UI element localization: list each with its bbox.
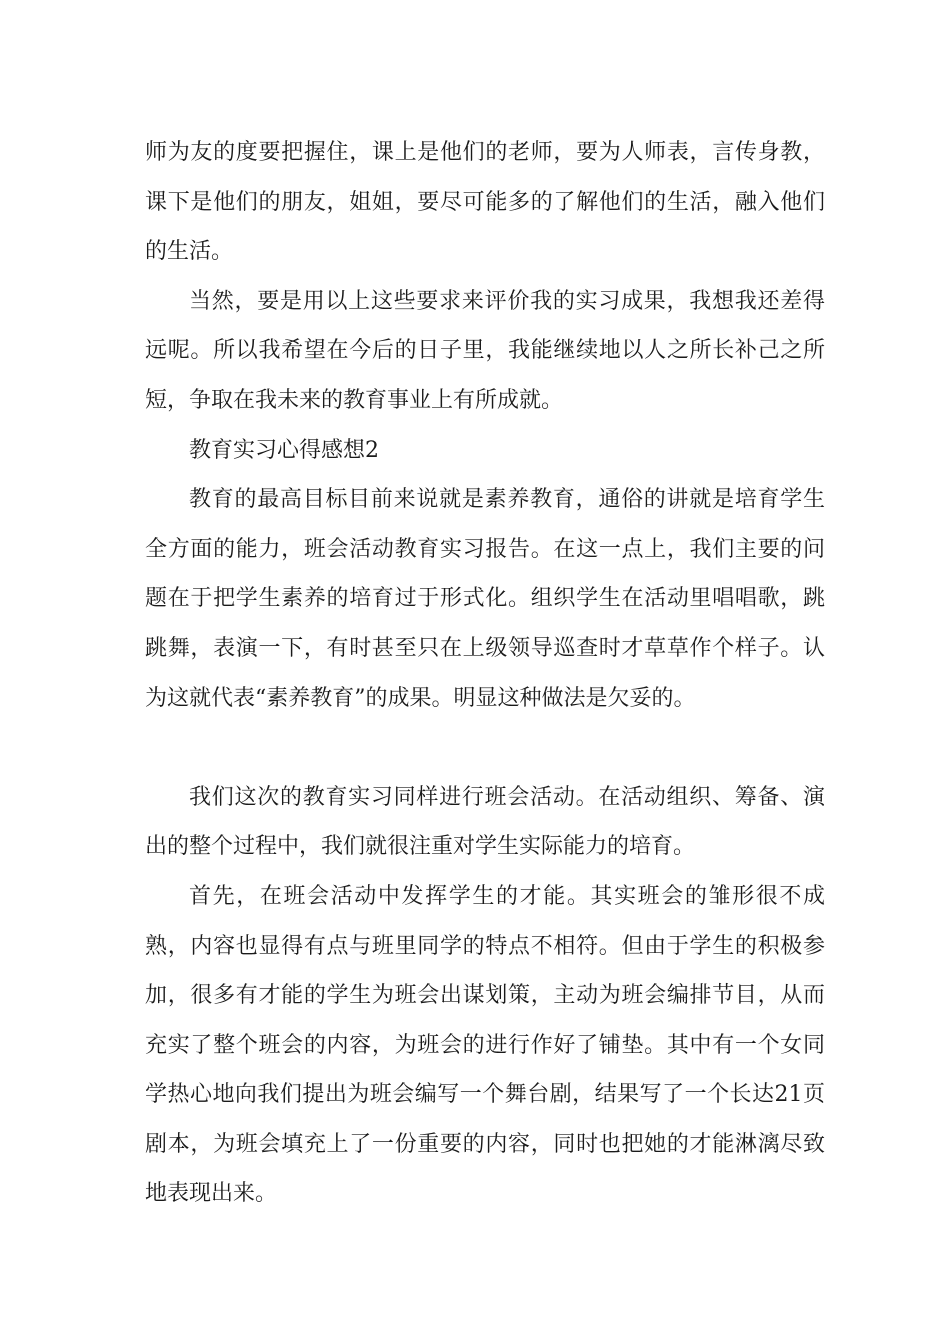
- section-heading: 教育实习心得感想2: [189, 437, 379, 463]
- paragraph-continuation: 师为友的度要把握住，课上是他们的老师，要为人师表，言传身教，课下是他们的朋友，姐姐，要尽可能多的了解他们的生活，融入他们的生活。: [145, 140, 825, 265]
- document-body: [145, 128, 825, 1219]
- paragraph-student-talent: 首先，在班会活动中发挥学生的才能。其实班会的雏形很不成熟，内容也显得有点与班里同学的特点不相符。但由于学生的积极参加，很多有才能的学生为班会出谋划策，主动为班会编排节目，从而充实了整个班会的内容，为班会的进行作好了铺垫。其中有一个女同学热心地向我们提出为班会编写一个舞台剧，结果写了一个长达21页剧本，为班会填充上了一份重要的内容，同时也把她的才能淋漓尽致地表现出来。: [145, 883, 825, 1207]
- paragraph-class-meeting: 我们这次的教育实习同样进行班会活动。在活动组织、筹备、演出的整个过程中，我们就很注重对学生实际能力的培育。: [145, 784, 825, 860]
- paragraph-reflection: 当然，要是用以上这些要求来评价我的实习成果，我想我还差得远呢。所以我希望在今后的日子里，我能继续地以人之所长补己之所短，争取在我未来的教育事业上有所成就。: [145, 288, 825, 413]
- paragraph-quality-education: 教育的最高目标目前来说就是素养教育，通俗的讲就是培育学生全方面的能力，班会活动教育实习报告。在这一点上，我们主要的问题在于把学生素养的培育过于形式化。组织学生在活动里唱唱歌，跳跳舞，表演一下，有时甚至只在上级领导巡查时才草草作个样子。认为这就代表“素养教育”的成果。明显这种做法是欠妥的。: [145, 487, 825, 711]
